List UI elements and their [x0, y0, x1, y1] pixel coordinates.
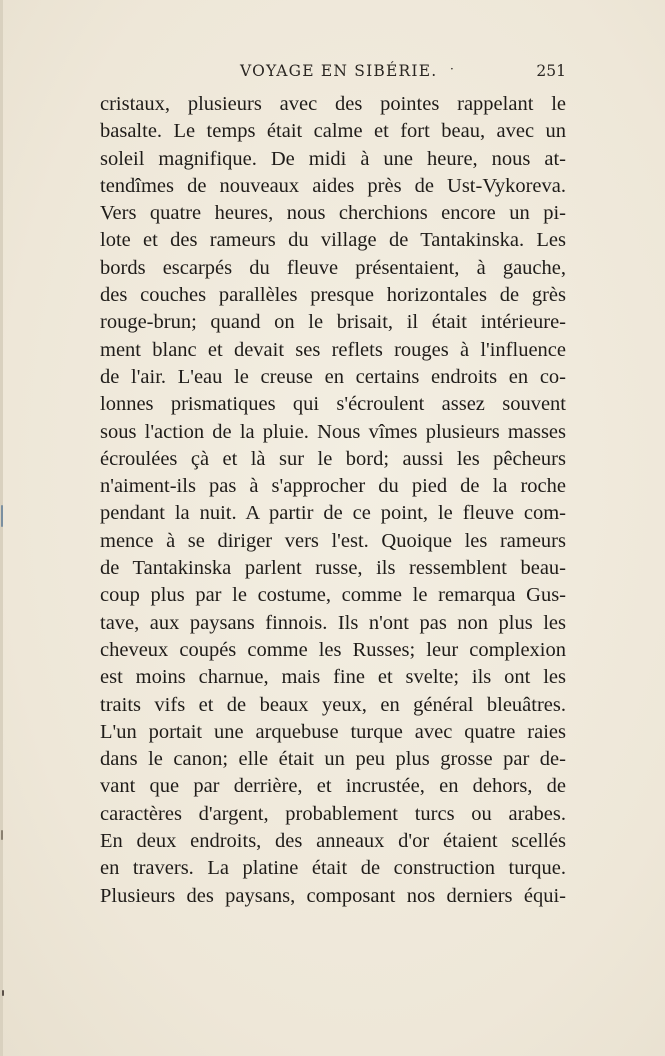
page-edge-shadow [0, 0, 3, 1056]
text-line: caractères d'argent, probablement turcs ou arabes. [100, 802, 566, 825]
page-number: 251 [536, 62, 566, 80]
text-line: écroulées çà et là sur le bord; aussi les pêcheurs [100, 447, 566, 470]
running-title: VOYAGE EN SIBÉRIE. [240, 62, 438, 80]
text-line: tendîmes de nouveaux aides près de Ust-Vykoreva. [100, 174, 566, 197]
text-line: soleil magnifique. De midi à une heure, nous at- [100, 147, 566, 170]
text-line: cristaux, plusieurs avec des pointes rappelant le [100, 93, 566, 115]
paper-speck [1, 830, 3, 840]
text-line: mence à se diriger vers l'est. Quoique les rameurs [100, 529, 566, 552]
text-line: dans le canon; elle était un peu plus grosse par de- [100, 748, 566, 771]
header-separator: · [450, 62, 454, 76]
page-header [100, 60, 566, 88]
text-line: Vers quatre heures, nous cherchions encore un pi- [100, 202, 566, 225]
text-line: En deux endroits, des anneaux d'or étaient scellés [100, 830, 566, 853]
text-line: n'aiment-ils pas à s'approcher du pied de la roche [100, 475, 566, 498]
text-line: traits vifs et de beaux yeux, en général bleuâtres. [100, 693, 566, 716]
paper-speck [1, 505, 3, 527]
text-line: bords escarpés du fleuve présentaient, à gauche, [100, 256, 566, 279]
text-line: est moins charnue, mais fine et svelte; ils ont les [100, 666, 566, 689]
text-line: L'un portait une arquebuse turque avec quatre raies [100, 720, 566, 743]
text-line: lonnes prismatiques qui s'écroulent assez souvent [100, 393, 566, 416]
text-line: Plusieurs des paysans, composant nos derniers équi- [100, 884, 566, 907]
text-line: pendant la nuit. A partir de ce point, le fleuve com- [100, 502, 566, 525]
body-text [100, 91, 566, 910]
text-line: sous l'action de la pluie. Nous vîmes plusieurs masses [100, 420, 566, 443]
paper-speck [2, 990, 4, 996]
text-line: rouge-brun; quand on le brisait, il était intérieure- [100, 311, 566, 334]
text-line: basalte. Le temps était calme et fort beau, avec un [100, 120, 566, 143]
text-line: en travers. La platine était de construction turque. [100, 857, 566, 880]
text-line: ment blanc et devait ses reflets rouges à l'influence [100, 338, 566, 361]
text-line: lote et des rameurs du village de Tantakinska. Les [100, 229, 566, 252]
text-line: de Tantakinska parlent russe, ils ressemblent beau- [100, 557, 566, 580]
text-line: cheveux coupés comme les Russes; leur complexion [100, 638, 566, 661]
text-line: des couches parallèles presque horizontales de grès [100, 284, 566, 307]
text-line: de l'air. L'eau le creuse en certains endroits en co- [100, 365, 566, 388]
text-line: tave, aux paysans finnois. Ils n'ont pas non plus les [100, 611, 566, 634]
text-line: coup plus par le costume, comme le remarqua Gus- [100, 584, 566, 607]
text-line: vant que par derrière, et incrustée, en dehors, de [100, 775, 566, 798]
